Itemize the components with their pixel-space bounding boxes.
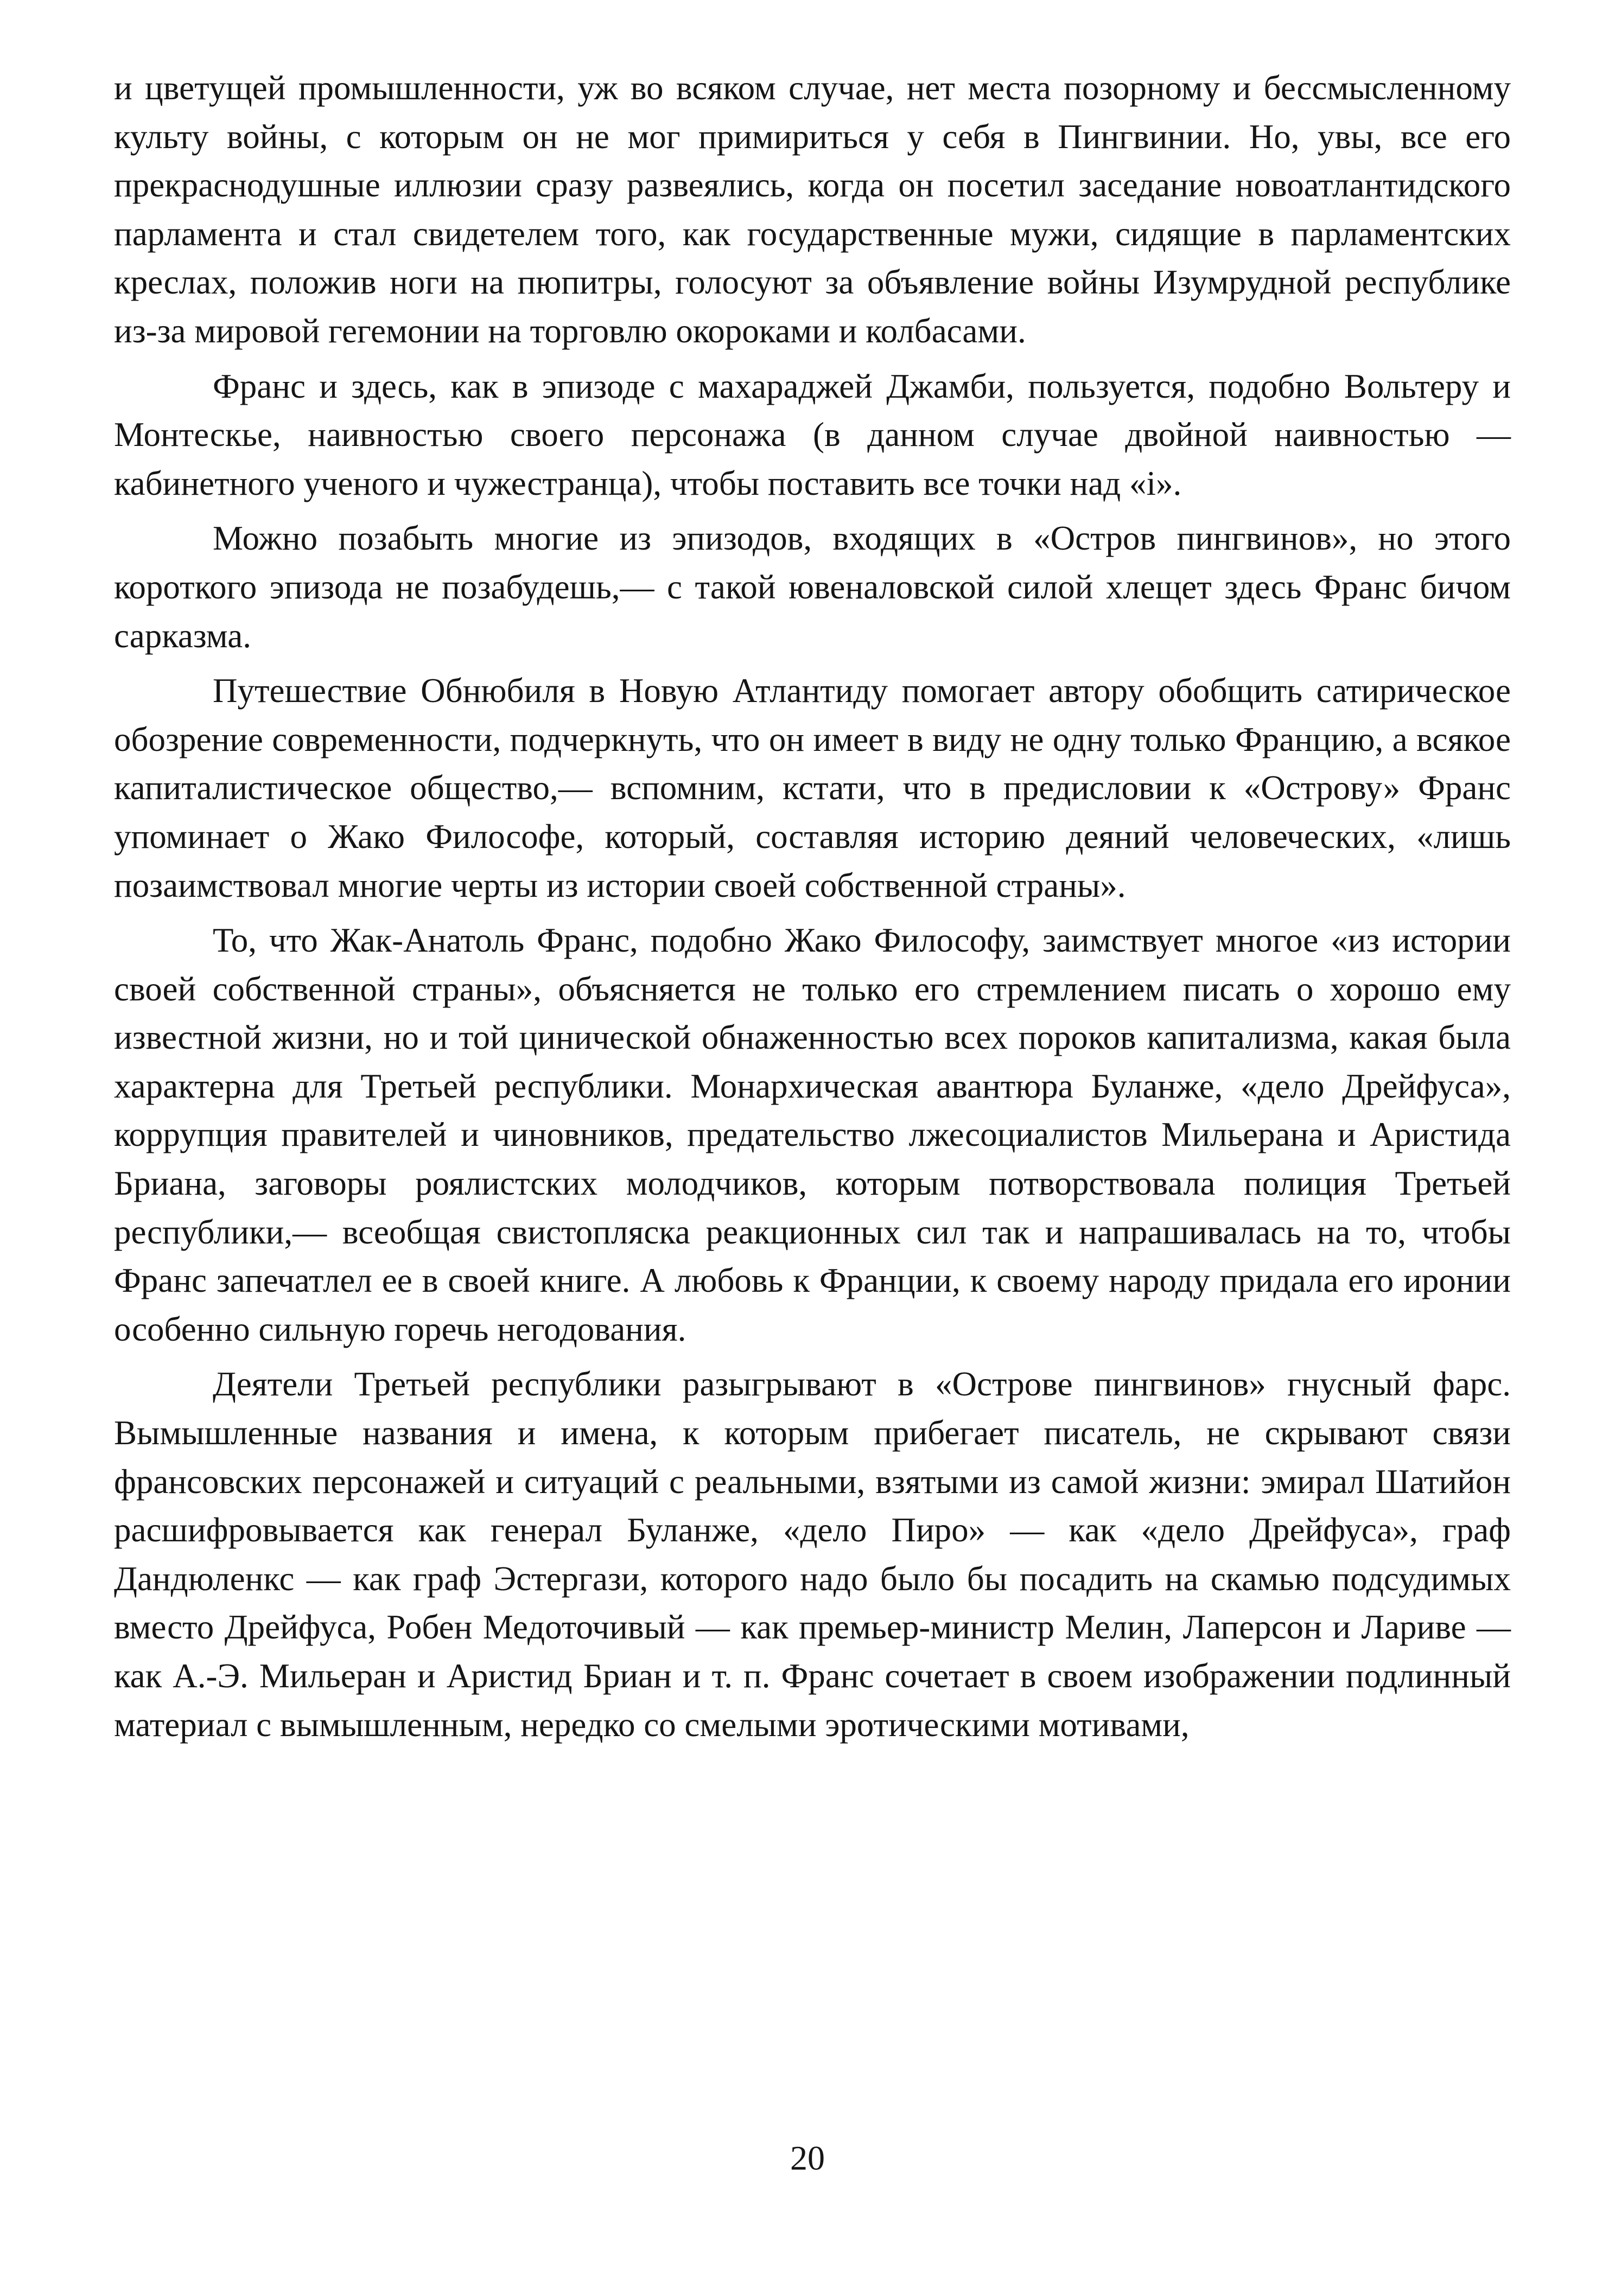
paragraph-third-republic: То, что Жак-Анатоль Франс, подобно Жако Философу, заимствует многое «из истории своей собственной страны», объясняется не только его стремлением писать о хорошо ему известной жизни, но и той цинической обнаженностью всех пороков капитализма, какая была характерна для Третьей республики. Монархическая авантюра Буланже, «дело Дрейфуса», коррупция правителей и чиновников, предательство лжесоциалистов Мильерана и Аристида Бриана, заговоры роялистских молодчиков, которым потворствовала полиция Третьей республики,— всеобщая свистопляска реакционных сил так и напрашивалась на то, чтобы Франс запечатлел ее в своей книге. А любовь к Франции, к своему народу придала его иронии особенно сильную горечь негодования. xyxy=(114,921,1511,1348)
page-body xyxy=(114,64,1511,1749)
paragraph-episode: Можно позабыть многие из эпизодов, входящих в «Остров пингвинов», но этого короткого эпизода не позабудешь,— с такой ювеналовской силой хлещет здесь Франс бичом сарказма. xyxy=(114,519,1511,655)
paragraph-farce: Деятели Третьей республики разыгрывают в «Острове пингвинов» гнусный фарс. Вымышленные названия и имена, к которым прибегает писатель, не скрывают связи франсовских персонажей и ситуаций с реальными, взятыми из самой жизни: эмирал Шатийон расшифровывается как генерал Буланже, «дело Пиро» — как «дело Дрейфуса», граф Дандюленкс — как граф Эстергази, которого надо было бы посадить на скамью подсудимых вместо Дрейфуса, Робен Медоточивый — как премьер-министр Мелин, Лаперсон и Лариве — как А.-Э. Мильеран и Аристид Бриан и т. п. Франс сочетает в своем изображении подлинный материал с вымышленным, нередко со смелыми эротическими мотивами, xyxy=(114,1365,1511,1744)
page-number: 20 xyxy=(790,2139,825,2177)
paragraph-continuation: и цветущей промышленности, уж во всяком случае, нет места позорному и бессмысленному культу войны, с которым он не мог примириться у себя в Пингвинии. Но, увы, все его прекраснодушные иллюзии сразу развеялись, когда он посетил заседание новоатлантидского парламента и стал свидетелем того, как государственные мужи, сидящие в парламентских креслах, положив ноги на пюпитры, голосуют за объявление войны Изумрудной республике из-за мировой гегемонии на торговлю окороками и колбасами. xyxy=(114,69,1511,350)
paragraph-frans-naivety: Франс и здесь, как в эпизоде с махараджей Джамби, пользуется, подобно Вольтеру и Монтескье, наивностью своего персонажа (в данном случае двойной наивностью — кабинетного ученого и чужестранца), чтобы поставить все точки над «і». xyxy=(114,367,1511,502)
paragraph-new-atlantis: Путешествие Обнюбиля в Новую Атлантиду помогает автору обобщить сатирическое обозрение современности, подчеркнуть, что он имеет в виду не одну только Францию, а всякое капиталистическое общество,— вспомним, кстати, что в предисловии к «Острову» Франс упоминает о Жако Философе, который, составляя историю деяний человеческих, «лишь позаимствовал многие черты из истории своей собственной страны». xyxy=(114,672,1511,904)
